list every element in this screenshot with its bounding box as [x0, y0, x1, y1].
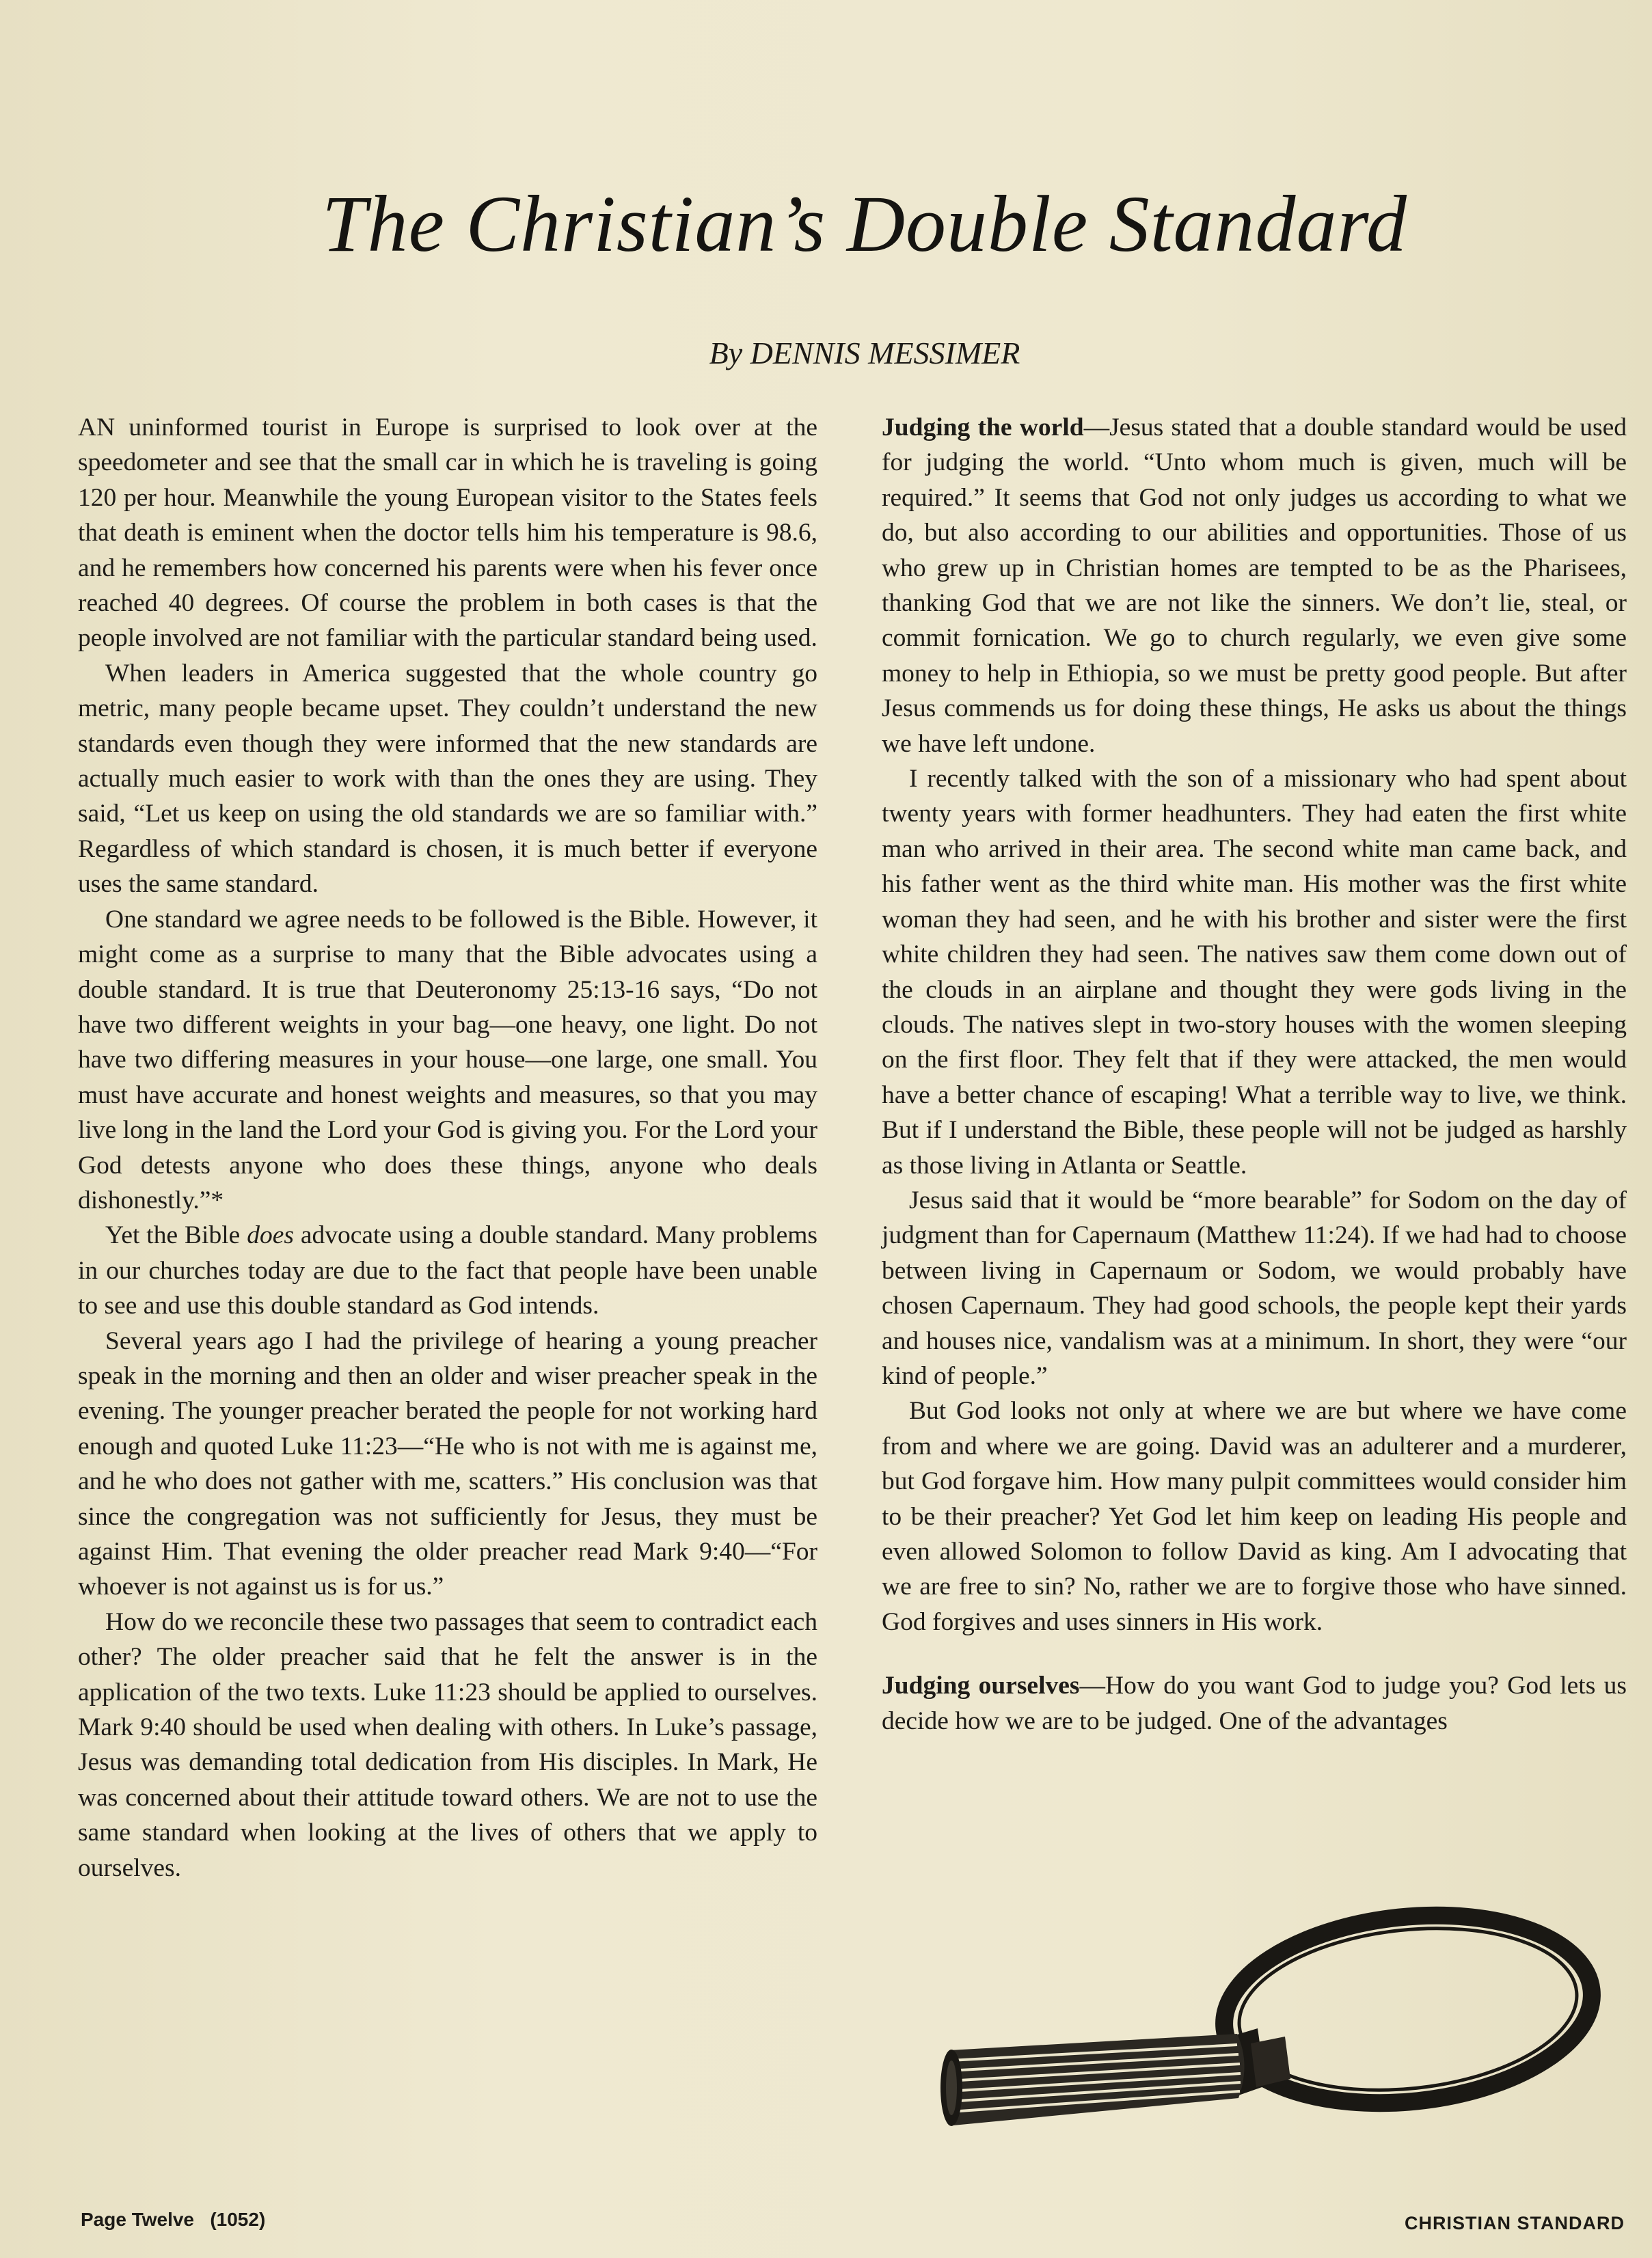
paragraph: One standard we agree needs to be followed is the Bible. However, it might come as a surprise to many that the Bible advocates using a double standard. It is true that Deuteronomy 25:13-16 says, “Do not have two different weights in your bag—one heavy, one light. Do not have two differing measures in your house—one large, one small. You must have accurate and honest weights and measures, so that you may live long in the land the Lord your God is giving you. For the Lord your God detests anyone who does these things, anyone who deals dishonestly.”* — [78, 905, 817, 1214]
paragraph-text: —Jesus stated that a double standard would be used for judging the world. “Unto whom much is given, much will be required.” It seems that God not only judges us according to what we do, but also according to our abilities and opportunities. Those of us who grew up in Christian homes are tempted to be as the Pharisees, thanking God that we are not like the sinners. We don’t lie, steal, or commit fornication. We go to church regularly, we even give some money to help in Ethiopia, so we must be pretty good people. But after Jesus commends us for doing these things, He asks us about the things we have left undone. — [882, 413, 1627, 758]
magnifying-glass-icon — [930, 1900, 1613, 2187]
article-byline: By DENNIS MESSIMER — [709, 336, 1020, 370]
paragraph: Several years ago I had the privilege of hearing a young preacher speak in the morning and then an older and wiser preacher speak in the evening. The younger preacher berated the people for not working hard enough and quoted Luke 11:23—“He who is not with me is against me, and he who does not gather with me, scatters.” His conclusion was that since the congregation was not sufficiently for Jesus, they must be against Him. That evening the older preacher read Mark 9:40—“For whoever is not against us is for us.” — [78, 1327, 817, 1601]
right-column — [882, 410, 1627, 1739]
paragraph-text: Yet the Bible — [105, 1221, 247, 1250]
paragraph: AN uninformed tourist in Europe is surprised to look over at the speedometer and see that the small car in which he is traveling is going 120 per hour. Meanwhile the young European visitor to the States feels that death is eminent when the doctor tells him his temperature is 98.6, and he remembers how concerned his parents were when his fever once reached 40 degrees. Of course the problem in both cases is that the people involved are not familiar with the particular standard being used. — [78, 413, 817, 653]
section-paragraph — [882, 410, 1627, 761]
article-title: The Christian’s Double Standard — [321, 179, 1408, 269]
left-column — [78, 410, 817, 1886]
paragraph: How do we reconcile these two passages that seem to contradict each other? The older preacher said that he felt the answer is in the application of the two texts. Luke 11:23 should be applied to ourselves. Mark 9:40 should be used when dealing with others. In Luke’s passage, Jesus was demanding total dedication from His disciples. In Mark, He was concerned about their attitude toward others. We are not to use the same standard when looking at the lives of others that we apply to ourselves. — [78, 1607, 817, 1882]
paragraph-text: —How do you want God to judge you? God lets us decide how we are to be judged. One of the advantages — [882, 1672, 1627, 1735]
section-heading-judging-ourselves: Judging ourselves — [882, 1672, 1080, 1700]
section-paragraph — [882, 1668, 1627, 1739]
page-number: Page Twelve (1052) — [81, 2209, 266, 2230]
paragraph: Jesus said that it would be “more bearable” for Sodom on the day of judgment than for Capernaum (Matthew 11:24). If we had had to choose between living in Capernaum or Sodom, we would probably have chosen Capernaum. They had good schools, the people kept their yards and houses nice, vandalism was at a minimum. In short, they were “our kind of people.” — [882, 1186, 1627, 1390]
paragraph: When leaders in America suggested that the whole country go metric, many people became upset. They couldn’t understand the new standards even though they were informed that the new standards are actually much easier to work with than the ones they are using. They said, “Let us keep on using the old standards we are so familiar with.” Regardless of which standard is chosen, it is much better if everyone uses the same standard. — [78, 659, 817, 899]
paragraph — [78, 1218, 817, 1323]
paragraph: I recently talked with the son of a missionary who had spent about twenty years with former headhunters. They had eaten the first white man who arrived in their area. The second white man came back, and his father went as the third white man. His mother was the first white woman they had seen, and he with his brother and sister were the first white children they had seen. The natives saw them come down out of the clouds in an airplane and thought they were gods living in the clouds. The natives slept in two-story houses with the women sleeping on the first floor. They felt that if they were attacked, the men would have a better chance of escaping! What a terrible way to live, we think. But if I understand the Bible, these people will not be judged as harshly as those living in Atlanta or Seattle. — [882, 765, 1627, 1180]
paragraph: But God looks not only at where we are but where we have come from and where we are going. David was an adulterer and a murderer, but God forgave him. How many pulpit committees would consider him to be their preacher? Yet God let him keep on leading His people and even allowed Solomon to follow David as king. Am I advocating that we are free to sin? No, rather we are to forgive those who have sinned. God forgives and uses sinners in His work. — [882, 1397, 1627, 1636]
emphasized-word: does — [247, 1221, 294, 1250]
paragraph-text: advocate using a double standard. Many problems in our churches today are due to the fact that people have been unable to see and use this double standard as God intends. — [78, 1221, 817, 1320]
section-heading-judging-world: Judging the world — [882, 413, 1084, 441]
publication-name: CHRISTIAN STANDARD — [1405, 2213, 1625, 2233]
